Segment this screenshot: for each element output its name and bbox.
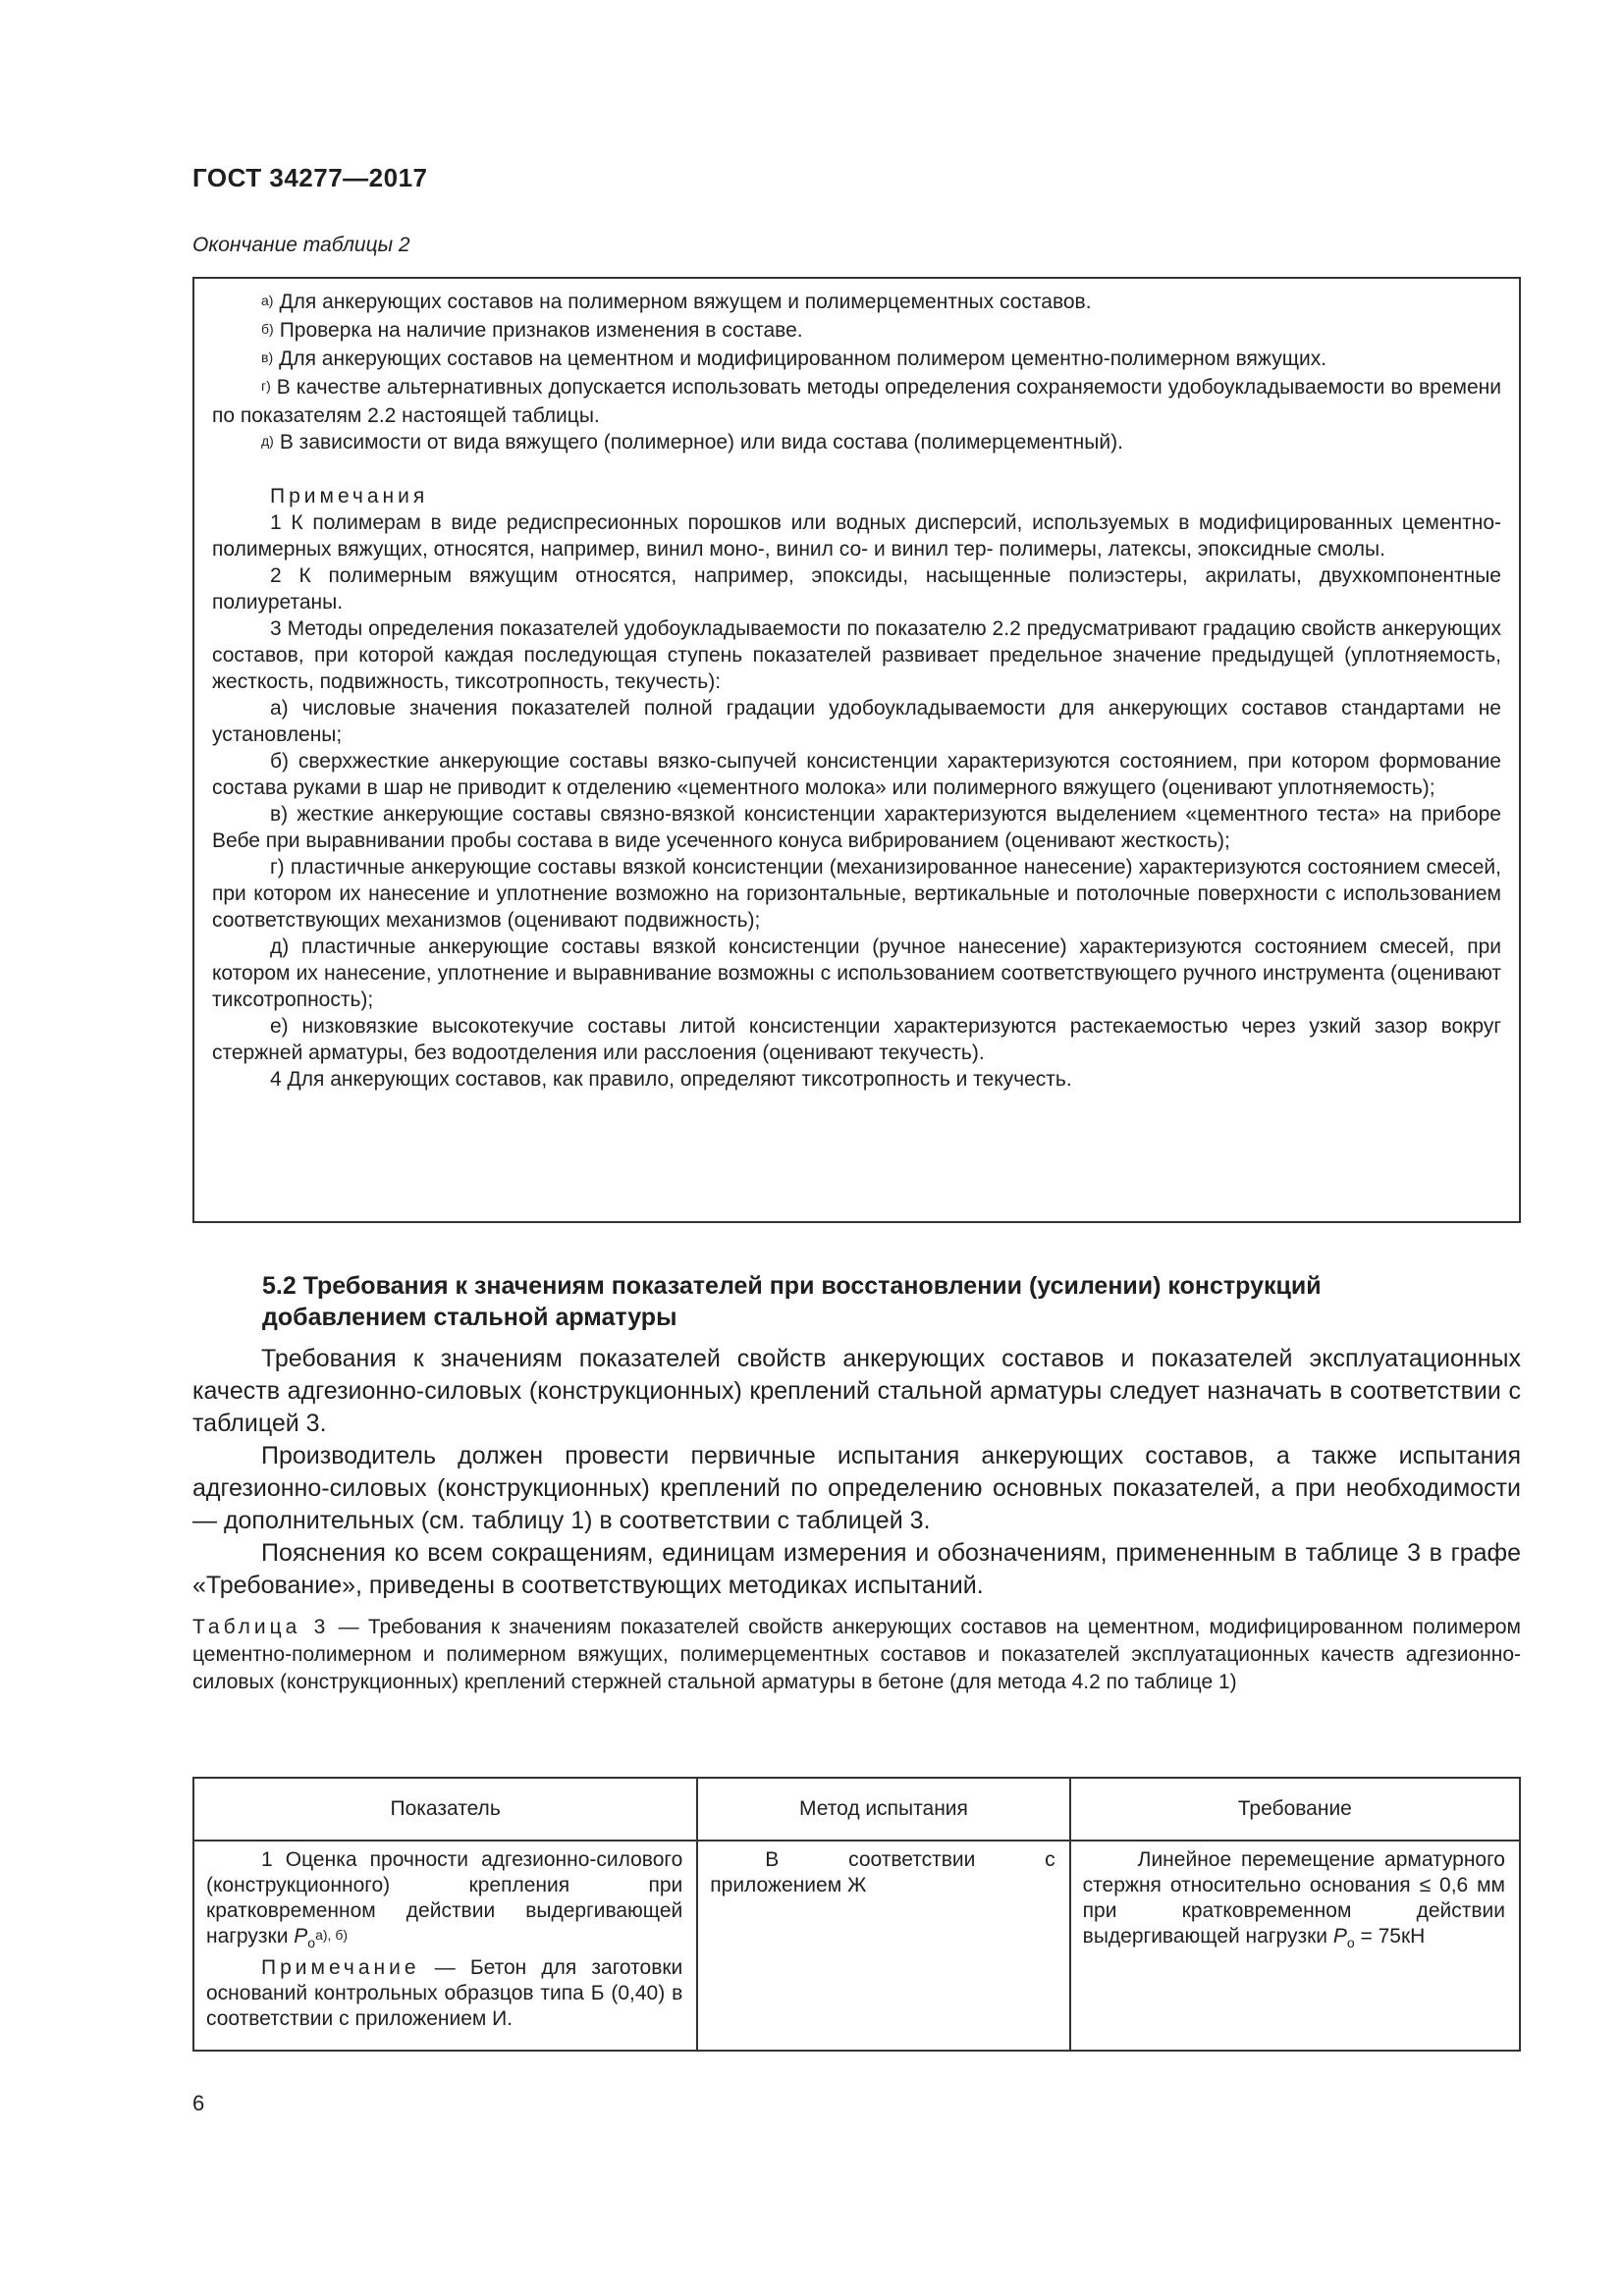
page-number: 6 bbox=[192, 2091, 205, 2115]
section-heading: 5.2 Требования к значениям показателей при восстановлении (усилении) конструкций добавлением стальной арматуры bbox=[262, 1272, 1322, 1331]
body-paragraph: Пояснения ко всем сокращениям, единицам измерения и обозначениям, примененным в таблице 3 в графе «Требование», приведены в соответствующих методиках испытаний. bbox=[192, 1539, 1521, 1599]
symbol: P bbox=[294, 1925, 308, 1948]
footnote-v: $^{в)}$ Для анкерующих составов на цементном и модифицированном полимером цементно-полимерном вяжущих. bbox=[261, 347, 1327, 370]
note-item: в) жесткие анкерующие составы связно-вязкой консистенции характеризуются выделением «цементного теста» на приборе Вебе при выравнивании пробы состава в виде усеченного конуса вибрированием (оценивают жесткость); bbox=[212, 803, 1501, 852]
section-body bbox=[192, 1343, 1521, 1602]
column-header-method: Метод испытания bbox=[697, 1778, 1069, 1841]
notes-title: Примечания bbox=[270, 485, 429, 507]
indicator-cell: 1 Оценка прочности адгезионно-силового (конструкционного) крепления при кратковременном действии выдергивающей нагрузки $P_о^{а), б)}$ Примечание — Бетон для заготовки оснований контрольных образцов типа Б (0,40) в соответствии с приложением И. bbox=[193, 1841, 697, 2051]
column-header-requirement: Требование bbox=[1070, 1778, 1520, 1841]
requirement-cell: Линейное перемещение арматурного стержня относительно основания ≤ 0,6 мм при кратковременном действии выдергивающей нагрузки $P_о = 75кН$ bbox=[1070, 1841, 1520, 2051]
note-item: г) пластичные анкерующие составы вязкой консистенции (механизированное нанесение) характеризуются состоянием смесей, при котором их нанесение и уплотнение возможно на горизонтальные, вертикальные и потолочные поверхности с использованием соответствующих механизмов (оценивают подвижность); bbox=[212, 856, 1501, 932]
table2-notes-box bbox=[192, 277, 1521, 1223]
table-continuation-caption: Окончание таблицы 2 bbox=[192, 234, 410, 256]
note-item: 3 Методы определения показателей удобоукладываемости по показателю 2.2 предусматривают градацию свойств анкерующих составов, при которой каждая последующая ступень показателей развивает предельное значение предыдущей (уплотняемость, жесткость, подвижность, тиксотропность, текучесть): bbox=[212, 617, 1501, 693]
footnote-b: $^{б)}$ Проверка на наличие признаков изменения в составе. bbox=[261, 319, 803, 342]
table-header-row bbox=[193, 1778, 1520, 1841]
column-header-indicator: Показатель bbox=[193, 1778, 697, 1841]
method-cell: В соответствии с приложением Ж bbox=[697, 1841, 1069, 2051]
table3-caption bbox=[192, 1614, 1521, 1696]
footnote-a: $^{а)}$ Для анкерующих составов на полимерном вяжущем и полимерцементных составов. bbox=[261, 291, 1092, 313]
note-item: д) пластичные анкерующие составы вязкой консистенции (ручное нанесение) характеризуются состоянием смесей, при котором их нанесение, уплотнение и выравнивание возможны с использованием соответствующего ручного инструмента (оценивают тиксотропность); bbox=[212, 935, 1501, 1011]
table3-caption-label: Таблица 3 bbox=[192, 1616, 330, 1638]
indicator-text: 1 Оценка прочности адгезионно-силового (конструкционного) крепления при кратковременном действии выдергивающей нагрузки bbox=[206, 1848, 683, 1948]
note-item: 1 К полимерам в виде редиспресионных порошков или водных дисперсий, используемых в модифицированных цементно-полимерных вяжущих, относятся, например, винил моно-, винил со- и винил тер- полимеры, латексы, эпоксидные смолы. bbox=[212, 511, 1501, 561]
note-text: — Бетон для заготовки оснований контрольных образцов типа Б (0,40) в соответствии с приложением И. bbox=[206, 1956, 683, 2031]
footnote-g: $^{г)}$ В качестве альтернативных допускается использовать методы определения сохраняемости удобоукладываемости во времени по показателям 2.2 настоящей таблицы. bbox=[212, 376, 1501, 427]
note-item: 4 Для анкерующих составов, как правило, определяют тиксотропность и текучесть. bbox=[270, 1068, 1072, 1091]
footnote-refs: а), б) bbox=[315, 1927, 349, 1943]
table-row bbox=[193, 1841, 1520, 2051]
page-header: ГОСТ 34277—2017 bbox=[192, 163, 428, 192]
note-item: 2 К полимерным вяжущим относятся, например, эпоксиды, насыщенные полиэстеры, акрилаты, двухкомпонентные полиуретаны. bbox=[212, 564, 1501, 614]
note-item: б) сверхжесткие анкерующие составы вязко-сыпучей консистенции характеризуются состоянием, при котором формование состава руками в шар не приводит к отделению «цементного молока» или полимерного вяжущего (оценивают уплотняемость); bbox=[212, 750, 1501, 799]
body-paragraph: Требования к значениям показателей свойств анкерующих составов и показателей эксплуатационных качеств адгезионно-силовых (конструкционных) креплений стальной арматуры следует назначать в соответствии с таблицей 3. bbox=[192, 1345, 1521, 1437]
body-paragraph: Производитель должен провести первичные испытания анкерующих составов, а также испытания адгезионно-силовых (конструкционных) креплений по определению основных показателей, а при необходимости — дополнительных (см. таблицу 1) в соответствии с таблицей 3. bbox=[192, 1442, 1521, 1534]
note-label: Примечание bbox=[261, 1956, 420, 1980]
note-item: а) числовые значения показателей полной градации удобоукладываемости для анкерующих составов стандартами не установлены; bbox=[212, 697, 1501, 746]
spacer bbox=[212, 457, 1501, 483]
table3-caption-text: — Требования к значениям показателей свойств анкерующих составов на цементном, модифицированном полимером цементно-полимерном и полимерном вяжущих, полимерцементных составов и показателей эксплуатационных качеств адгезионно-силовых (конструкционных) креплений стержней стальной арматуры в бетоне (для метода 4.2 по таблице 1) bbox=[192, 1616, 1521, 1693]
note-item: е) низковязкие высокотекучие составы литой консистенции характеризуются растекаемостью через узкий зазор вокруг стержней арматуры, без водоотделения или расслоения (оценивают текучесть). bbox=[212, 1015, 1501, 1064]
table3 bbox=[192, 1777, 1521, 2052]
requirement-text: Линейное перемещение арматурного стержня относительно основания ≤ 0,6 мм при кратковременном действии выдергивающей нагрузки bbox=[1082, 1848, 1505, 1948]
footnote-d: $^{д)}$ В зависимости от вида вяжущего (полимерное) или вида состава (полимерцементный). bbox=[261, 431, 1123, 454]
